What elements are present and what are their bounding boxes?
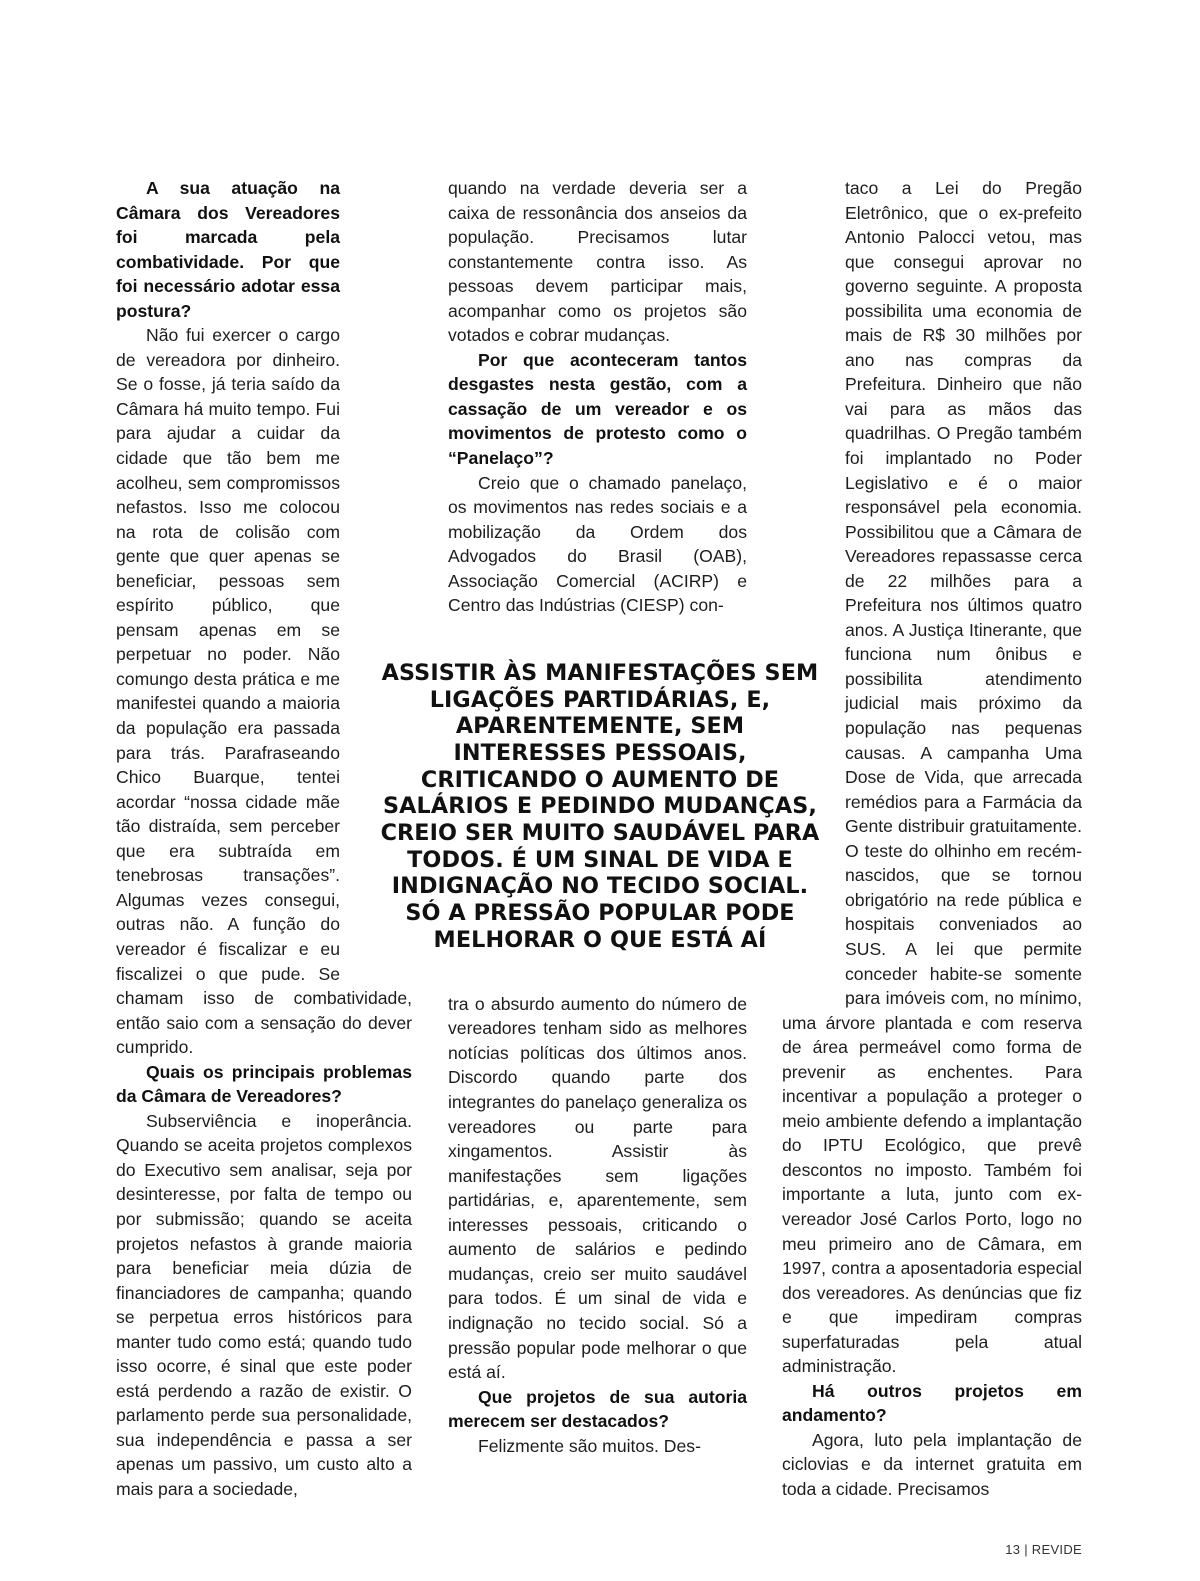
pull-quote: ASSISTIR ÀS MANIFESTAÇÕES SEM LIGAÇÕES PARTIDÁRIAS, E, APARENTEMENTE, SEM INTERESSES PESSOAIS, CRITICANDO O AUMENTO DE SALÁRIOS E PEDINDO MUDANÇAS, CREIO SER MUITO SAUDÁVEL PARA TODOS. É UM SINAL DE VIDA E INDIGNAÇÃO NO TECIDO SOCIAL. SÓ A PRESSÃO POPULAR PODE MELHORAR O QUE ESTÁ AÍ (380, 660, 820, 953)
interview-answer-continued: taco a Lei do Pregão Eletrônico, que o ex-prefeito Antonio Palocci vetou, mas que consegui aprovar no governo seguinte. A proposta possibilita uma economia de mais de R$ 30 milhões por ano nas compras da Prefeitura. Dinheiro que não vai para as mãos das quadrilhas. O Pregão também foi implantado no Poder Legislativo e é o maior responsável pela economia. Possibilitou que a Câmara de Vereadores repassasse cerca de 22 milhões para a Prefeitura nos últimos quatro anos. A Justiça Itinerante, que funciona num ônibus e possibilita atendimento judicial mais próximo da população nas pequenas causas. A campanha Uma Dose de Vida, que arrecada remédios para a Farmácia da Gente distribuir gratuitamente. O teste do olhinho em recém-nascidos, que se tornou obrigatório na rede pública e hospitais conveniados ao SUS. A lei que permite conceder habite-se somente para imóveis com, no mínimo, uma árvore plantada e com reserva de área permeável como forma de prevenir as enchentes. Para incentivar a população a proteger o meio ambiente defendo a implantação do IPTU Ecológico, que prevê descontos no imposto. Também foi importante a luta, junto com ex-vereador José Carlos Porto, logo no meu primeiro ano de Câmara, em 1997, contra a aposentadoria especial dos vereadores. As denúncias que fiz e que impediram compras superfaturadas pela atual administração. (782, 178, 1082, 1377)
interview-answer: Subserviência e inoperância. Quando se aceita projetos complexos do Executivo sem analisar, seja por desinteresse, por falta de tempo ou por submissão; quando se aceita projetos nefastos à grande maioria para beneficiar meia dúzia de financiadores de campanha; quando se perpetua erros históricos para manter tudo como está; quando tudo isso ocorre, é sinal que este poder está perdendo a razão de existir. O parlamento perde sua personalidade, sua independência e passa a ser apenas um passivo, um custo alto a mais para a sociedade, (116, 1110, 412, 1499)
interview-answer-continued: quando na verdade deveria ser a caixa de ressonância dos anseios da população. Precisamos lutar constantemente contra isso. As pessoas devem participar mais, acompanhar como os projetos são votados e cobrar mudanças. (448, 178, 747, 346)
interview-answer: Felizmente são muitos. Des- (478, 1435, 701, 1456)
article-column-1 (116, 176, 412, 1502)
interview-question: Por que aconteceram tantos desgastes nesta gestão, com a cassação de um vereador e os movimentos de protesto como o “Panelaço”? (448, 349, 747, 469)
magazine-name: REVIDE (1031, 1542, 1082, 1557)
footer-separator: | (1024, 1542, 1028, 1557)
interview-question: Quais os principais problemas da Câmara de Vereadores? (116, 1061, 412, 1107)
interview-answer: Creio que o chamado panelaço, os movimentos nas redes sociais e a mobilização da Ordem dos Advogados do Brasil (OAB), Associação Comercial (ACIRP) e Centro das Indústrias (CIESP) con- (448, 472, 747, 616)
interview-answer: Agora, luto pela implantação de ciclovias e da internet gratuita em toda a cidade. Precisamos (782, 1429, 1082, 1499)
page-footer (1005, 1542, 1082, 1557)
interview-question: Há outros projetos em andamento? (782, 1380, 1082, 1426)
interview-answer: Não fui exercer o cargo de vereadora por dinheiro. Se o fosse, já teria saído da Câmara há muito tempo. Fui para ajudar a cuidar da cidade que tão bem me acolheu, sem compromissos nefastos. Isso me colocou na rota de colisão com gente que quer apenas se beneficiar, pessoas sem espírito público, que pensam apenas em se perpetuar no poder. Não comungo desta prática e me manifestei quando a maioria da população era passada para trás. Parafraseando Chico Buarque, tentei acordar “nossa cidade mãe tão distraída, sem perceber que era subtraída em tenebrosas transações”. Algumas vezes consegui, outras não. A função do vereador é fiscalizar e eu fiscalizei o que pude. Se chamam isso de combatividade, então saio com a sensação do dever cumprido. (116, 325, 412, 1058)
interview-answer-continued: tra o absurdo aumento do número de vereadores tenham sido as melhores notícias políticas dos últimos anos. Discordo quando parte dos integrantes do panelaço generaliza os vereadores ou parte para xingamentos. Assistir às manifestações sem ligações partidárias, e, aparentemente, sem interesses pessoais, criticando o aumento de salários e pedindo mudanças, creio ser muito saudável para todos. É um sinal de vida e indignação no tecido social. Só a pressão popular pode melhorar o que está aí. (448, 993, 747, 1383)
interview-question: A sua atuação na Câmara dos Vereadores foi marcada pela combatividade. Por que foi necessário adotar essa postura? (116, 178, 340, 321)
page-number: 13 (1005, 1542, 1021, 1557)
article-column-3 (782, 176, 1082, 1502)
interview-question: Que projetos de sua autoria merecem ser destacados? (448, 1386, 747, 1432)
